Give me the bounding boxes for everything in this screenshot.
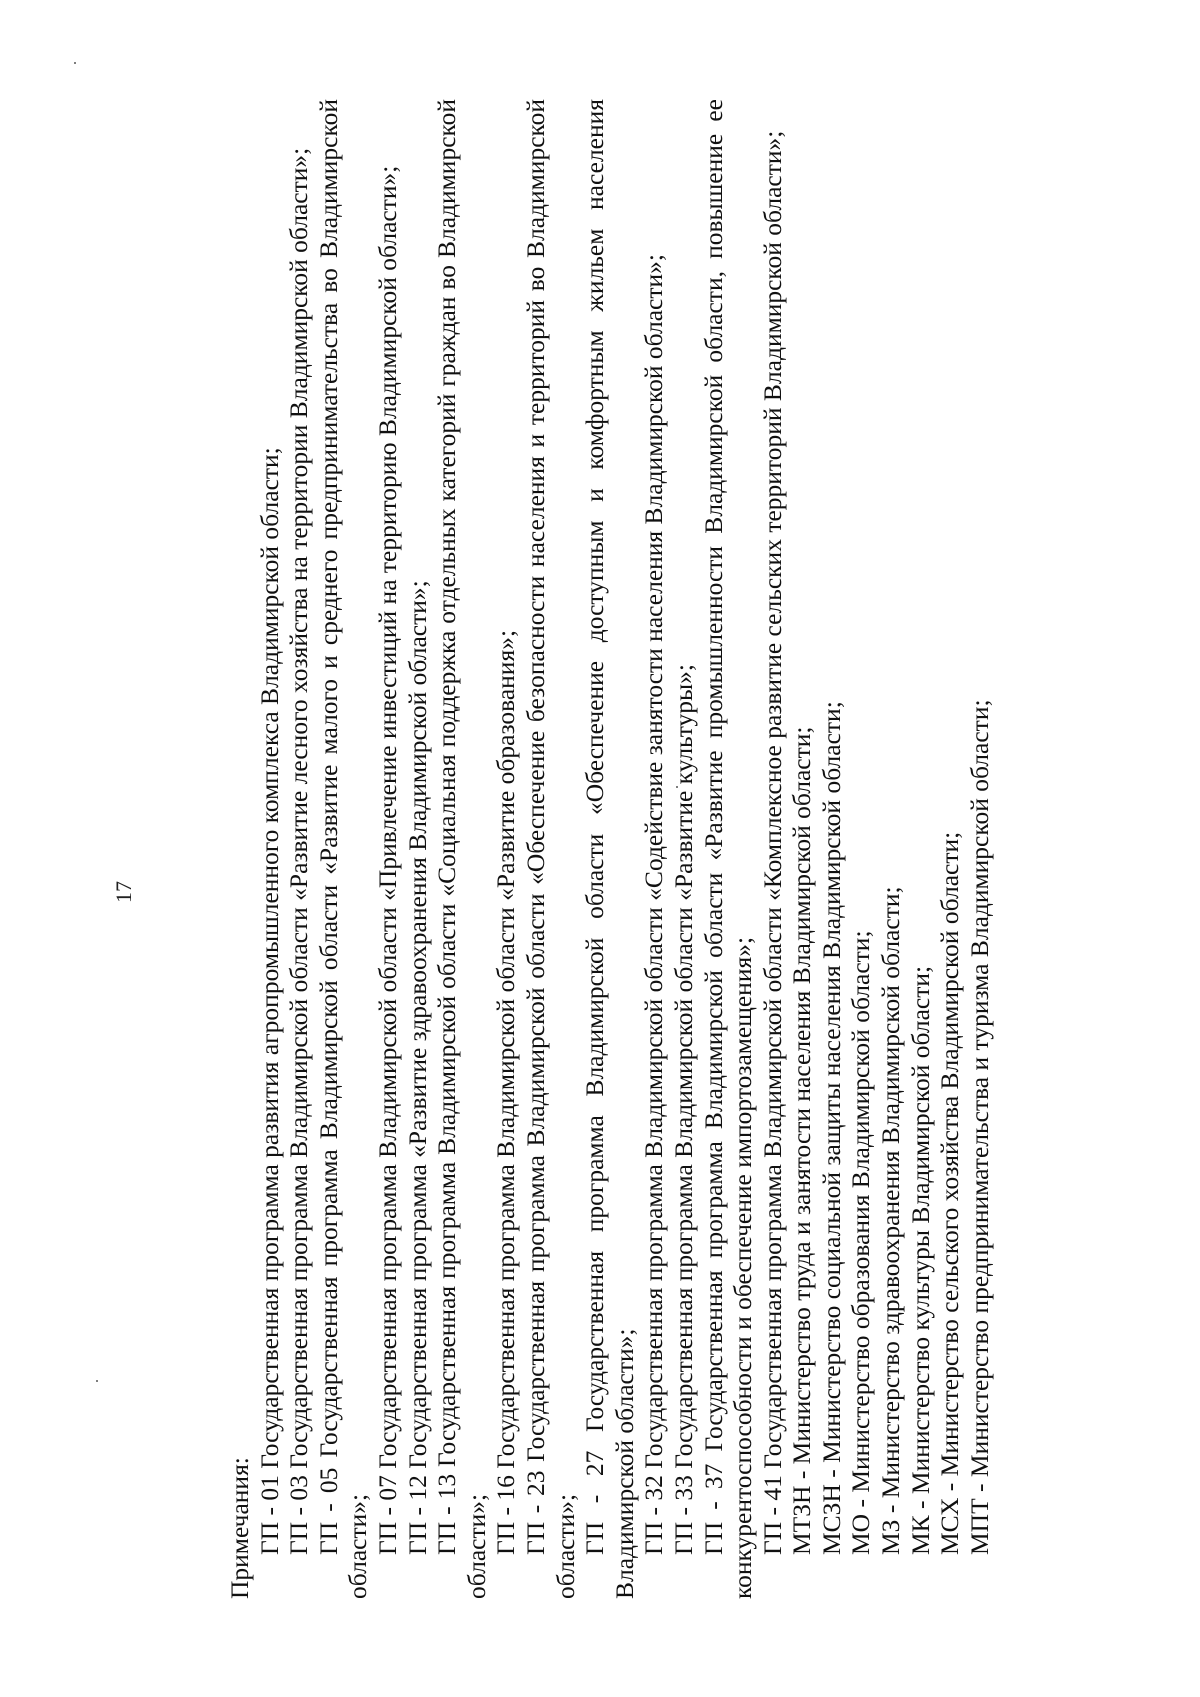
ministry-note: МЗ - Министерство здравоохранения Владимирской области; [876,886,906,1555]
program-note: ГП - 16 Государственная программа Владимирской области «Развитие образования»; [491,629,521,1555]
ministry-note: МПТ - Министерство предпринимательства и туризма Владимирской области; [964,699,994,1555]
ministry-note: МО - Министерство образования Владимирской области; [846,930,876,1555]
ministry-note: МТЗН - Министерство труда и занятости населения Владимирской области; [787,726,817,1555]
program-note: ГП - 23 Государственная программа Владимирской области «Обеспечение безопасности населения и территорий во Владимирской области»; [520,99,580,1599]
ministries-list [787,99,994,1599]
rotated-text-block [111,99,994,1599]
notes-header: Примечания: [225,1457,254,1599]
program-note: ГП - 27 Государственная программа Владимирской области «Обеспечение доступным и комфортным жильем населения Владимирской области»; [580,99,639,1599]
program-note: ГП - 33 Государственная программа Владимирской области «Развитие культуры»; [668,664,698,1555]
program-note: ГП - 13 Государственная программа Владимирской области «Социальная поддержка отдельных категорий граждан во Владимирской области»; [432,99,491,1599]
program-note: ГП - 41 Государственная программа Владимирской области «Комплексное развитие сельских территорий Владимирской области»; [757,130,787,1555]
ministry-note: МСЗН - Министерство социальной защиты населения Владимирской области; [816,701,846,1555]
page-number: 17 [111,881,136,903]
program-note: ГП - 37 Государственная программа Владимирской области «Развитие промышленности Владимирской области, повышение ее конкурентоспособности и обеспечение импортозамещения»; [698,99,758,1599]
program-note: ГП - 03 Государственная программа Владимирской области «Развитие лесного хозяйства на территории Владимирской области»; [284,147,314,1555]
scan-speck [96,1380,98,1382]
program-note: ГП - 05 Государственная программа Владимирской области «Развитие малого и среднего предпринимательства во Владимирской области»; [313,99,373,1599]
program-note: ГП - 12 Государственная программа «Развитие здравоохранения Владимирской области»; [402,580,432,1555]
program-note: ГП - 32 Государственная программа Владимирской области «Содействие занятости населения Владимирской области»; [639,254,669,1555]
scan-speck [74,62,76,64]
program-note: ГП - 07 Государственная программа Владимирской области «Привлечение инвестиций на территорию Владимирской области»; [372,165,402,1555]
ministry-note: МСХ - Министерство сельского хозяйства Владимирской области; [935,831,965,1555]
ministry-note: МК - Министерство культуры Владимирской области; [905,965,935,1555]
programs-list [255,99,788,1599]
program-note: ГП - 01 Государственная программа развития агропромышленного комплекса Владимирской области; [254,447,284,1555]
